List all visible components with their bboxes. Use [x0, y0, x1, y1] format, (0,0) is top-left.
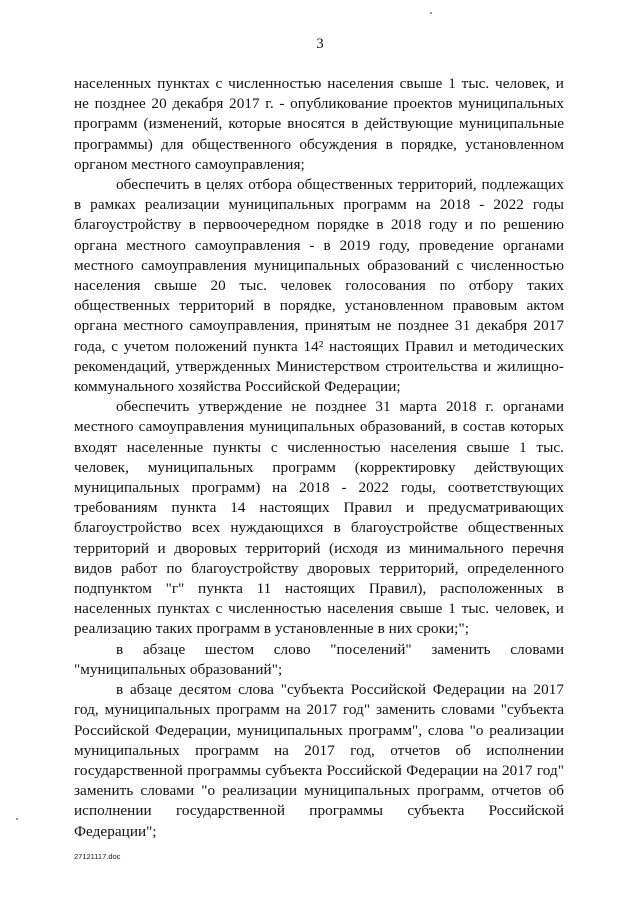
paragraph: в абзаце шестом слово "поселений" заменить словами "муниципальных образований"; [74, 640, 564, 678]
paragraph: обеспечить в целях отбора общественных территорий, подлежащих в рамках реализации муниципальных программ на 2018 - 2022 годы благоустройству в первоочередном порядке в 2018 году и по решению органа местного самоуправления - в 2019 году, проведение органами местного самоуправления муниципальных образований с численностью населения свыше 20 тыс. человек голосования по отбору таких общественных территорий в порядке, установленном правовым актом органа местного самоуправления, принятым не позднее 31 декабря 2017 года, с учетом положений пункта 14² настоящих Правил и методических рекомендаций, утвержденных Министерством строительства и жилищно-коммунального хозяйства Российской Федерации; [74, 176, 564, 396]
scan-speck [16, 818, 18, 820]
paragraph: в абзаце десятом слова "субъекта Российской Федерации на 2017 год, муниципальных программ на 2017 год" заменить словами "субъекта Российской Федерации, муниципальных программ", слова "о реализации муниципальных программ на 2017 год, отчетов об исполнении государственной программы субъекта Российской Федерации на 2017 год" заменить словами "о реализации муниципальных программ, отчетов об исполнении государственной программы субъекта Российской Федерации"; [74, 681, 564, 840]
footer-doc-id: 27121117.doc [74, 852, 121, 861]
paragraph: населенных пунктах с численностью населения свыше 1 тыс. человек, и не позднее 20 декабря 2017 г. - опубликование проектов муниципальных программ (изменений, которые вносятся в действующие муниципальные программы) для общественного обсуждения в порядке, установленном органом местного самоуправления; [74, 75, 564, 173]
document-body [74, 74, 564, 842]
scan-speck [430, 12, 432, 14]
page-number: 3 [316, 36, 324, 52]
paragraph: обеспечить утверждение не позднее 31 марта 2018 г. органами местного самоуправления муниципальных образований, в состав которых входят населенные пункты с численностью населения свыше 1 тыс. человек, муниципальных программ (корректировку действующих муниципальных программ) на 2018 - 2022 годы, соответствующих требованиям пункта 14 настоящих Правил и предусматривающих благоустройство всех нуждающихся в благоустройстве общественных территорий и дворовых территорий (исходя из минимального перечня видов работ по благоустройству дворовых территорий, определенного подпунктом "г" пункта 11 настоящих Правил), расположенных в населенных пунктах с численностью населения свыше 1 тыс. человек, и реализацию таких программ в установленные в них сроки;"; [74, 398, 564, 638]
